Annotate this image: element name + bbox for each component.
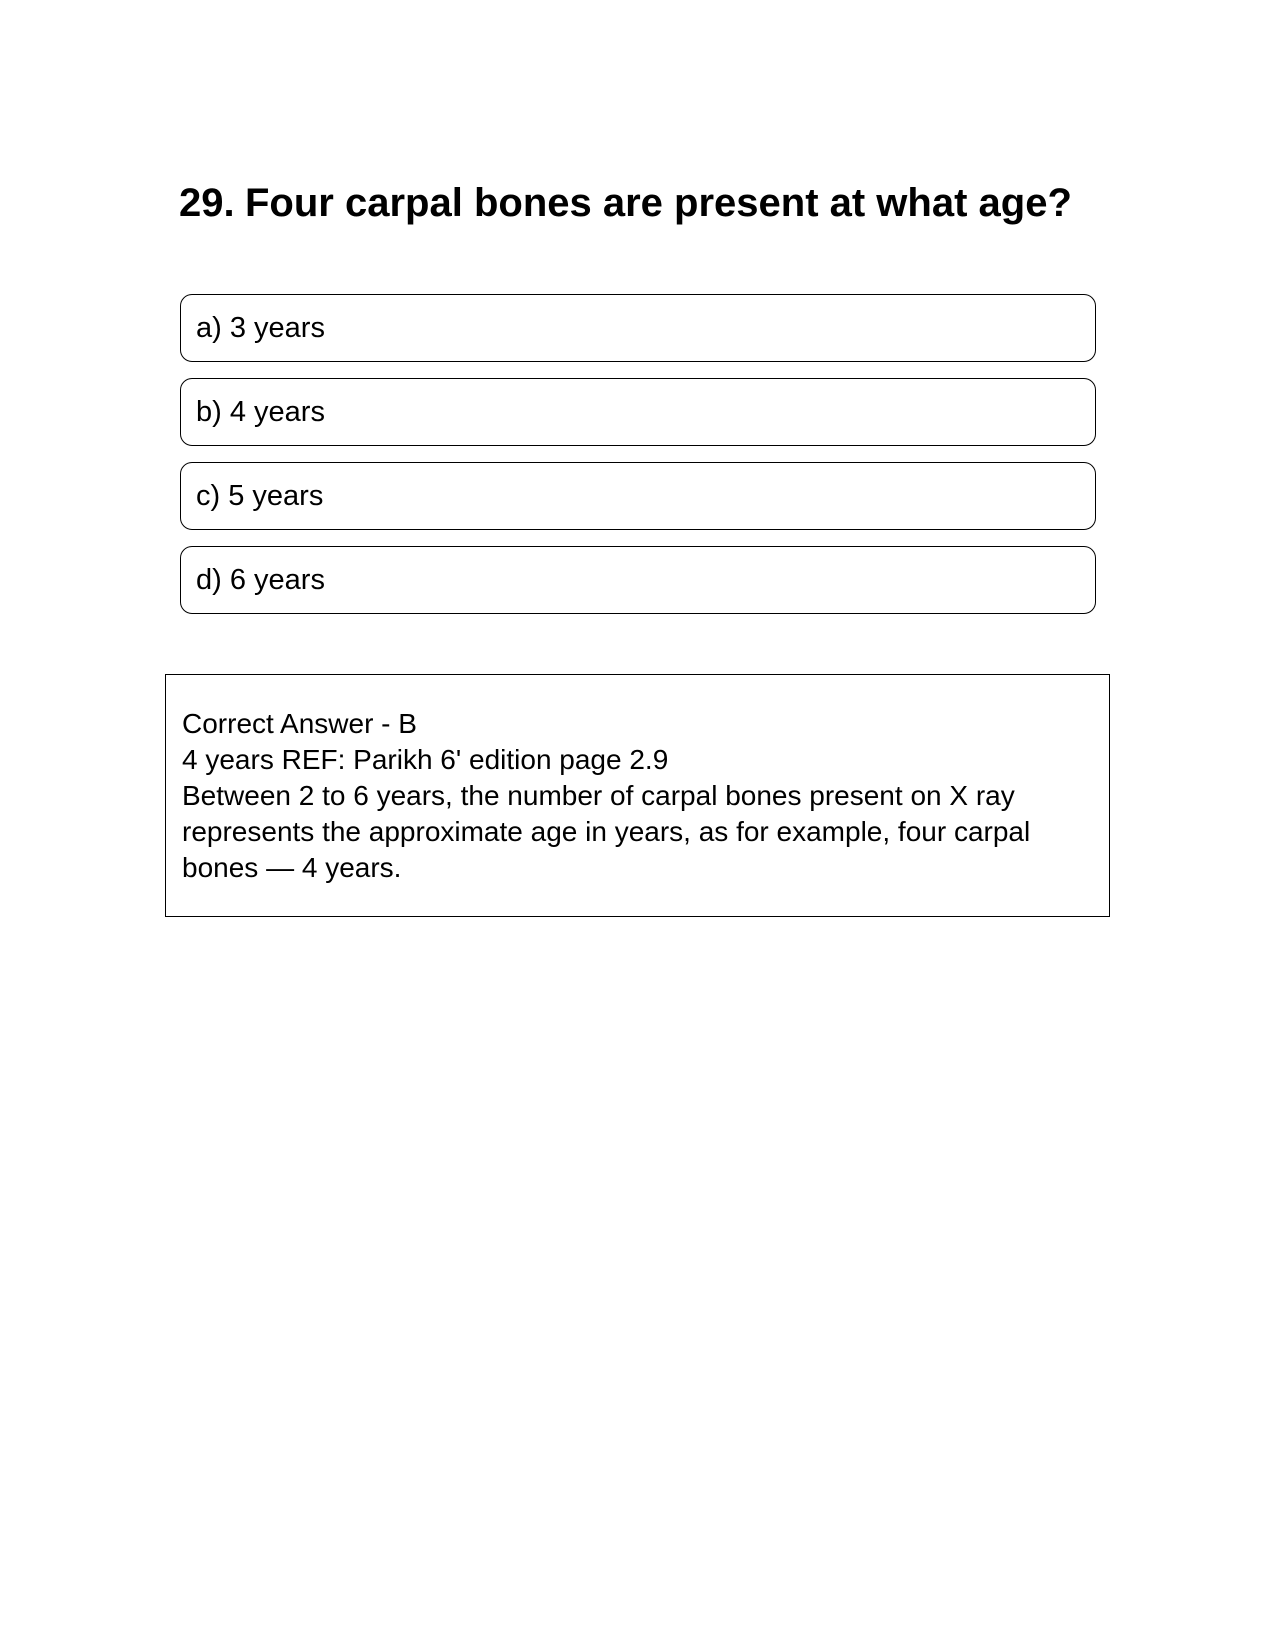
question-text: Four carpal bones are present at what age? [245, 181, 1072, 225]
question-number: 29. [179, 181, 235, 225]
question-heading [179, 178, 1079, 228]
option-d[interactable]: d) 6 years [180, 546, 1096, 614]
answer-explanation-box [165, 674, 1110, 917]
correct-answer: Correct Answer - B [182, 708, 417, 739]
answer-explanation: Between 2 to 6 years, the number of carpal bones present on X ray represents the approximate age in years, as for example, four carpal bones — 4 years. [182, 780, 1031, 883]
answer-reference: 4 years REF: Parikh 6' edition page 2.9 [182, 744, 669, 775]
option-a[interactable]: a) 3 years [180, 294, 1096, 362]
answer-options [180, 294, 1096, 630]
option-c[interactable]: c) 5 years [180, 462, 1096, 530]
option-b[interactable]: b) 4 years [180, 378, 1096, 446]
